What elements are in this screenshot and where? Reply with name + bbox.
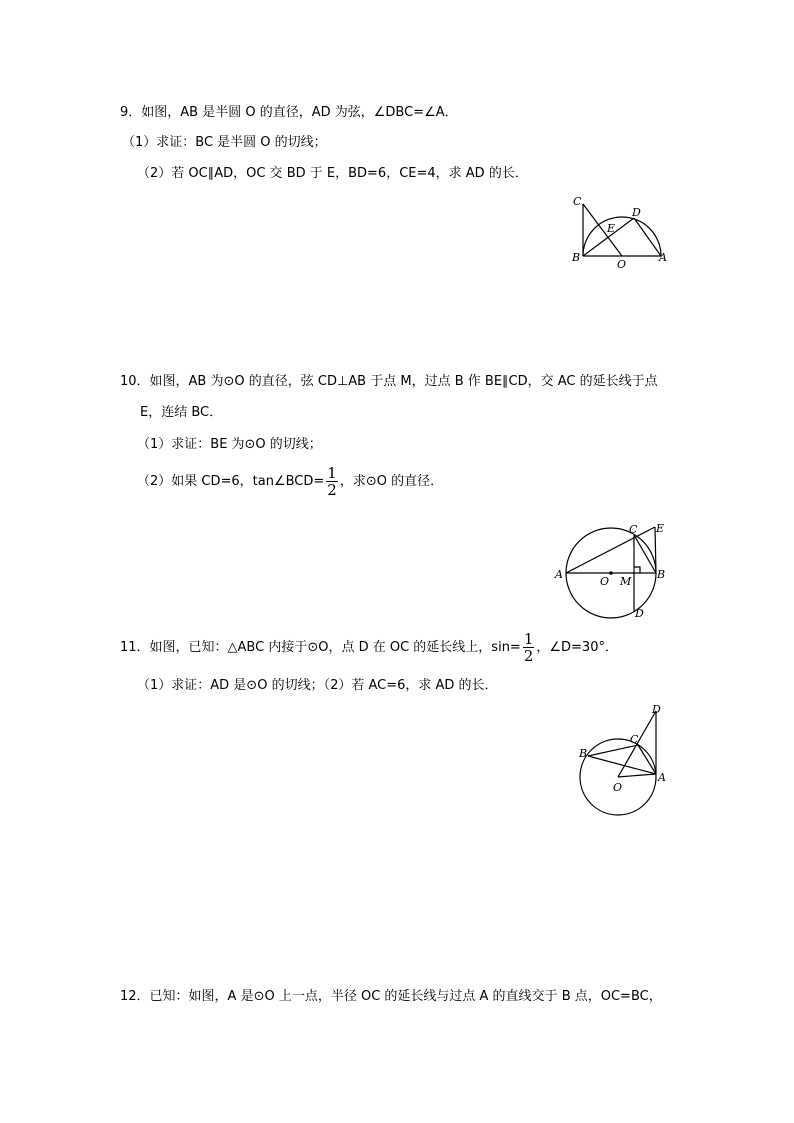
fraction-denominator: 2 <box>523 647 534 665</box>
label-c: C <box>630 733 639 746</box>
label-a: A <box>555 568 563 581</box>
problem-10-part-2-text-after: ，求⊙O 的直径． <box>339 474 444 489</box>
label-d: D <box>632 206 641 219</box>
label-b: B <box>657 568 666 581</box>
segment-oa <box>618 774 656 777</box>
label-e: E <box>656 522 665 535</box>
fraction-denominator: 2 <box>327 481 337 499</box>
problem-12-stem: 12．已知：如图，A 是⊙O 上一点，半径 OC 的延长线与过点 A 的直线交于 B 点，OC=BC， <box>120 989 662 1004</box>
label-a: A <box>658 771 666 784</box>
problem-10-stem-line-1: 10．如图，AB 为⊙O 的直径，弦 CD⊥AB 于点 M，过点 B 作 BE∥CD，交 AC 的延长线于点 <box>120 374 658 389</box>
fraction-numerator: 1 <box>327 464 337 482</box>
problem-9-part-1: （1）求证：BC 是半圆 O 的切线； <box>122 135 327 150</box>
problem-9-part-2: （2）若 OC∥AD，OC 交 BD 于 E，BD=6，CE=4，求 AD 的长． <box>137 166 528 181</box>
label-o: O <box>613 781 623 794</box>
label-d: D <box>652 703 661 716</box>
label-o: O <box>617 258 627 271</box>
problem-11-stem-text-after: ，∠D=30°． <box>536 640 618 655</box>
problem-10-part-2-text-before: （2）如果 CD=6，tan∠BCD= <box>137 474 325 489</box>
label-m: M <box>620 575 632 588</box>
problem-11-parts: （1）求证：AD 是⊙O 的切线；（2）若 AC=6，求 AD 的长． <box>137 678 498 693</box>
label-b: B <box>572 251 581 264</box>
label-c: C <box>629 523 638 536</box>
problem-10-part-1: （1）求证：BE 为⊙O 的切线； <box>137 437 322 452</box>
label-e: E <box>607 222 616 235</box>
label-b: B <box>579 747 588 760</box>
problem-11-stem-text-before: 11．如图，已知：△ABC 内接于⊙O，点 D 在 OC 的延长线上，sin= <box>120 640 521 655</box>
problem-10-stem-line-2: E，连结 BC． <box>140 405 223 420</box>
fraction-numerator: 1 <box>523 630 534 648</box>
label-d: D <box>635 607 644 620</box>
problem-9-stem: 9．如图，AB 是半圆 O 的直径，AD 为弦，∠DBC=∠A． <box>120 105 458 120</box>
label-o: O <box>600 575 610 588</box>
label-a: A <box>659 251 667 264</box>
label-c: C <box>573 195 582 208</box>
